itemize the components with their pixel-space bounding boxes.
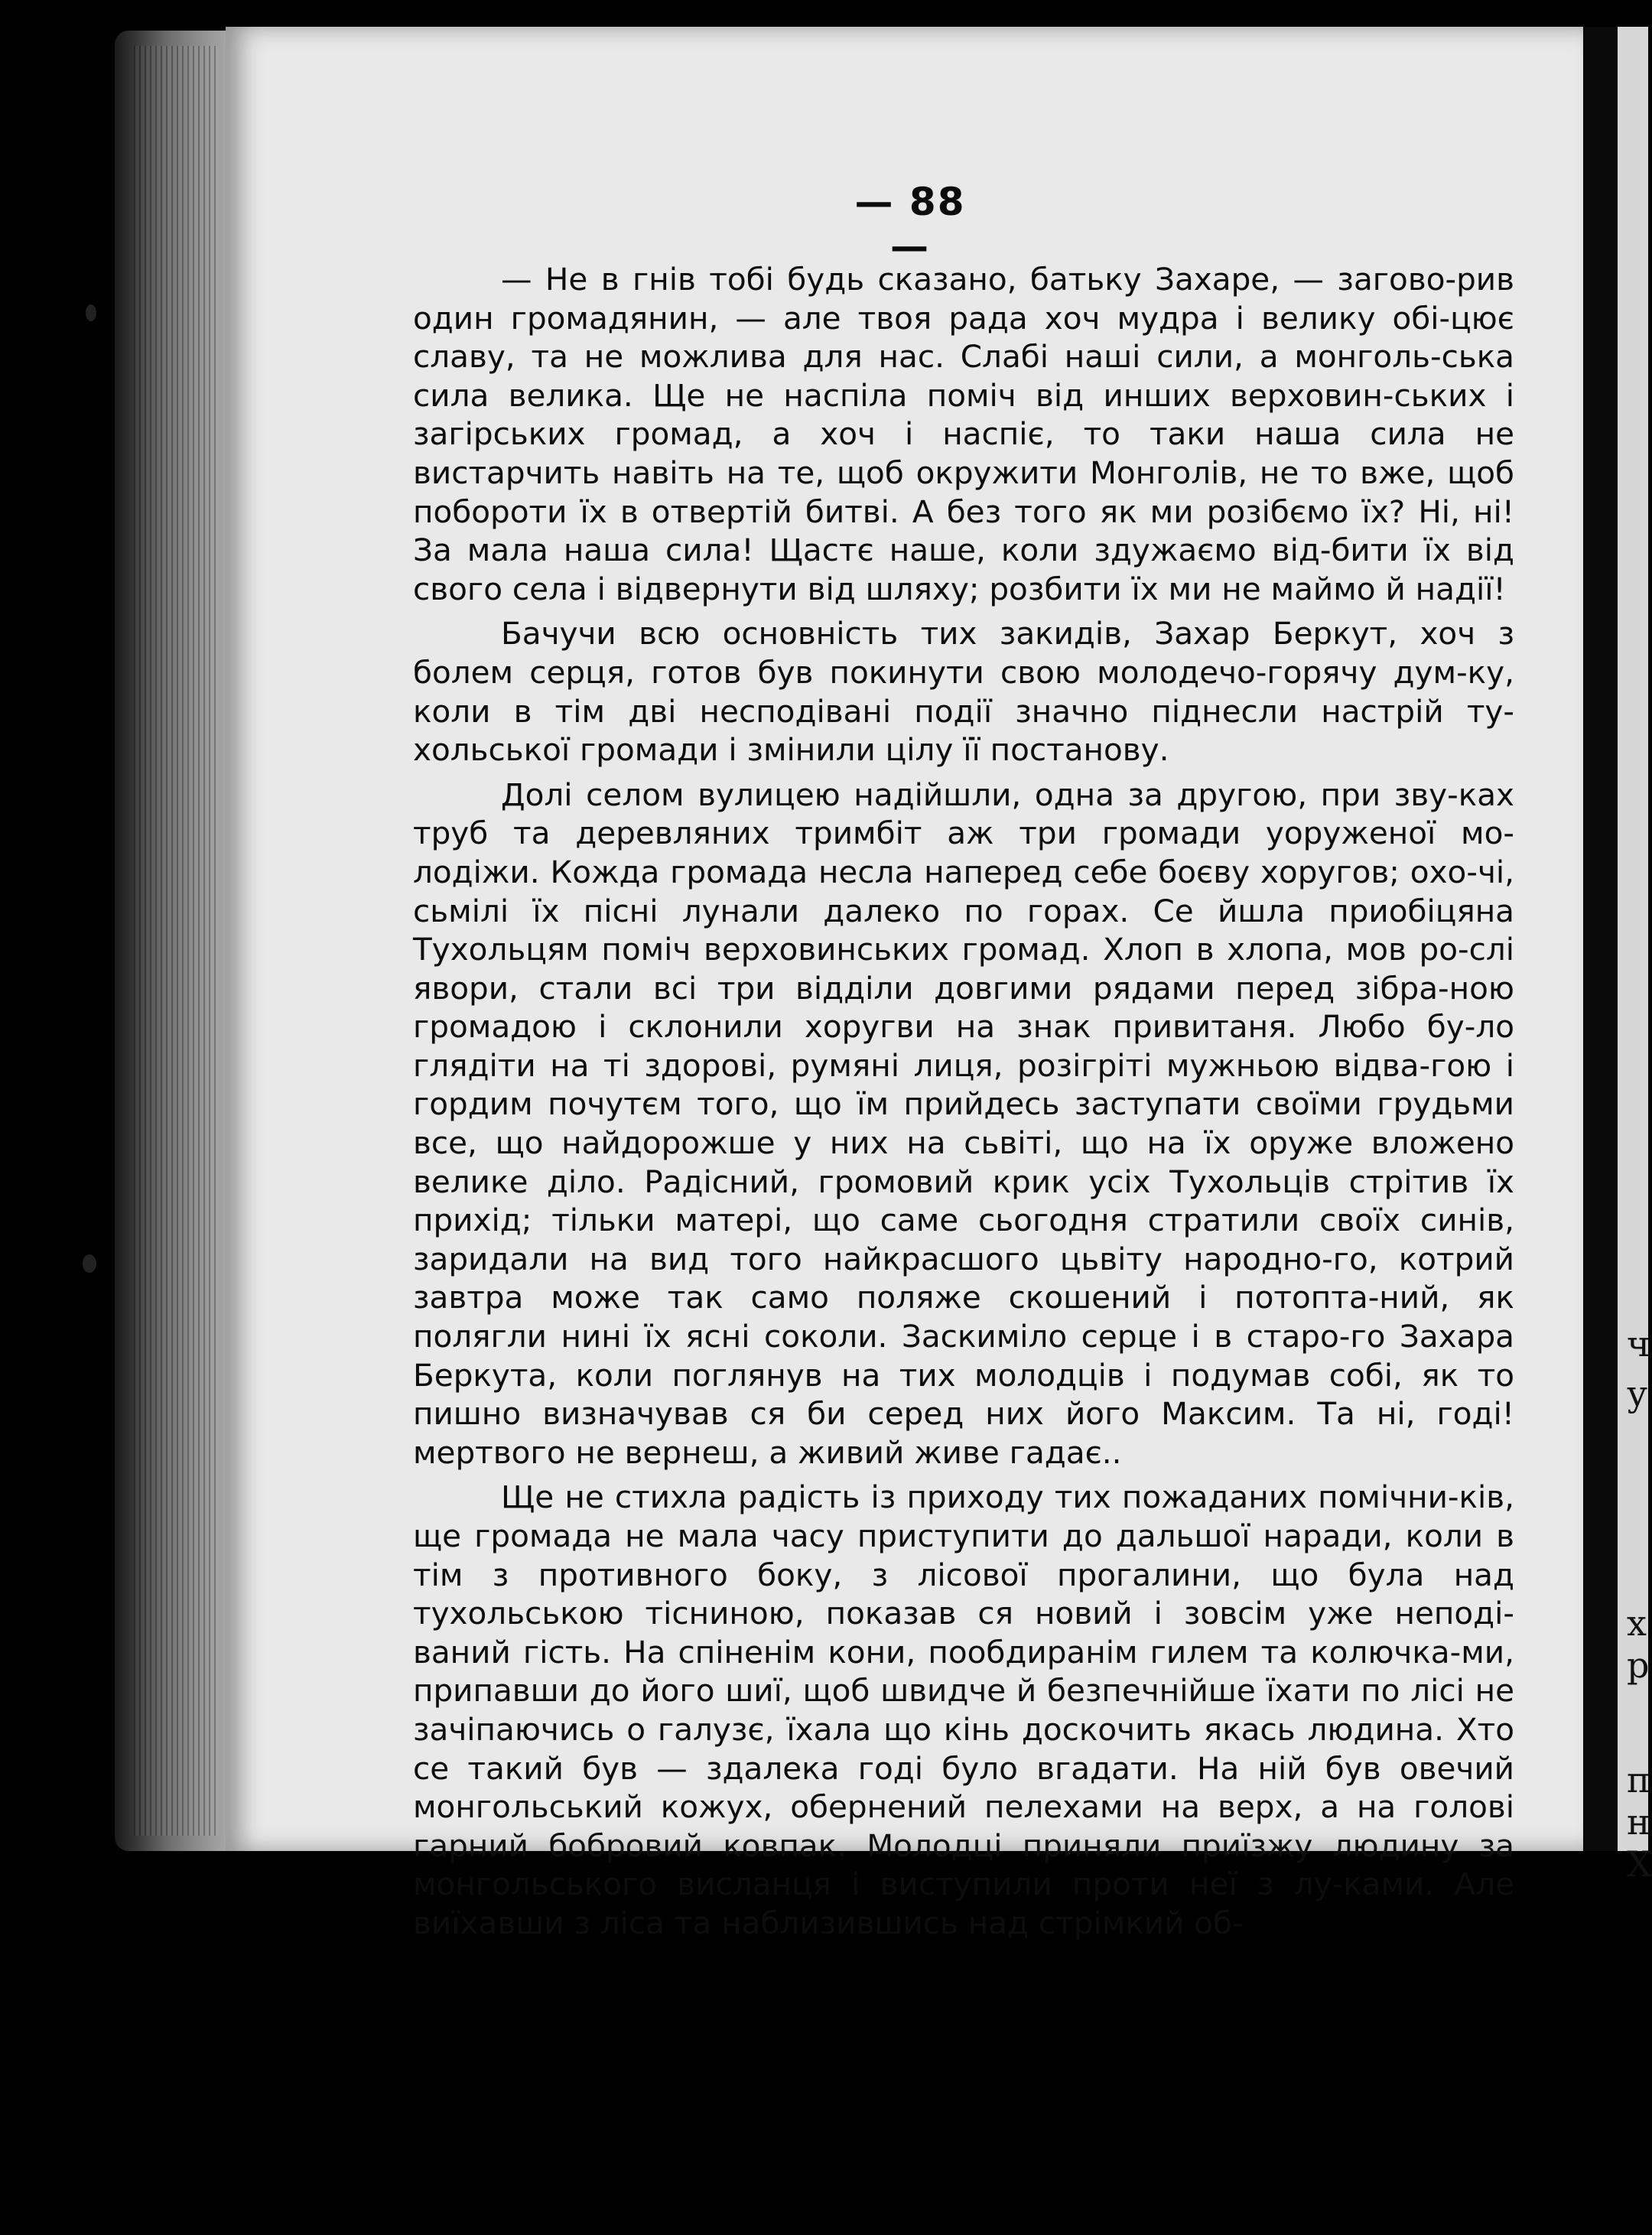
paragraph: Бачучи всю основність тих закидів, Захар Беркут, хоч з болем серця, готов був покинути свою молодечо-горячу дум-ку, коли в тім дві несподівані події значно піднесли настрій ту-хольської громади і змінили цілу її постанову. [413,615,1514,769]
gutter [1583,27,1618,1851]
next-page-letter: ч [1627,1323,1650,1365]
page-edges [134,46,218,1836]
next-page-edge [1618,27,1648,1851]
page-number: — 88 — [854,180,966,268]
margin-mark [86,304,96,321]
paragraph: — Не в гнів тобі будь сказано, батьку Захаре, — загово-рив один громадянин, — але твоя рада хоч мудра і велику обі-цює славу, та не можлива для нас. Слабі наші сили, а монголь-ська сила велика. Ще не наспіла поміч від инших верховин-ських і загірських громад, а хоч і наспіє, то таки наша сила не вистарчить навіть на те, щоб окружити Монголів, не то вже, щоб побороти їх в отвертій битві. А без того як ми розібємо їх? Ні, ні! За мала наша сила! Щастє наше, коли здужаємо від-бити їх від свого села і відвернути від шляху; розбити їх ми не маймо й надії! [413,261,1514,607]
paragraph: Ще не стихла радість із приходу тих пожаданих помічни-ків, ще громада не мала часу приступити до дальшої наради, коли в тім з противного боку, з лісової прогалини, що була над тухольською тісниною, показав ся новий і зовсім уже неподі-ваний гість. На спіненім кони, пообдиранім гилем та колючка-ми, припавши до його шиї, щоб швидче й безпечнійше їхати по лісі не зачіпаючись о галузє, їхала що кінь доскочить якась людина. Хто се такий був — здалека годі було вгадати. На ній був овечий монгольський кожух, обернений пелехами на верх, а на голові гарний бобровий ковпак. Молодці приняли приїзжу людину за монгольського висланця і виступили проти неї з лу-ками. Але виїхавши з ліса та наблизившись над стрімкий об- [413,1479,1514,1941]
next-page-letter: н [1627,1801,1650,1843]
margin-mark [83,1254,96,1273]
body-text [413,260,1514,1949]
next-page-letter: р [1627,1645,1650,1686]
next-page-letter: у [1627,1373,1648,1414]
next-page-letter: х [1627,1602,1647,1644]
next-page-letter: п [1627,1759,1650,1801]
paragraph: Долі селом вулицею надійшли, одна за другою, при зву-ках труб та деревляних тримбіт аж три громади уоруженої мо-лодіжи. Кожда громада несла наперед себе боєву хоругов; охо-чі, сьмілі їх пісні лунали далеко по горах. Се йшла приобіцяна Тухольцям поміч верховинських громад. Хлоп в хлопа, мов ро-слі явори, стали всі три відділи довгими рядами перед зібра-ною громадою і склонили хоругви на знак привитаня. Любо бу-ло глядіти на ті здорові, румяні лиця, розігріті мужньою відва-гою і гордим почутєм того, що їм прийдесь заступати своїми грудьми все, що найдорожше у них на сьвіті, що на їх оруже вложено велике діло. Радісний, громовий крик усіх Тухольців стрітив їх прихід; тільки матері, що саме сьогодня стратили своїх синів, заридали на вид того найкрасшого цьвіту народно-го, котрий завтра може так само поляже скошений і потопта-ний, як полягли нині їх ясні соколи. Заскиміло серце і в старо-го Захара Беркута, коли поглянув на тих молодців і подумав собі, як то пишно визначував ся би серед них його Максим. Та ні, годі! мертвого не вернеш, а живий живе гадає.. [413,776,1514,1471]
next-page-letter: Х [1627,1843,1652,1885]
